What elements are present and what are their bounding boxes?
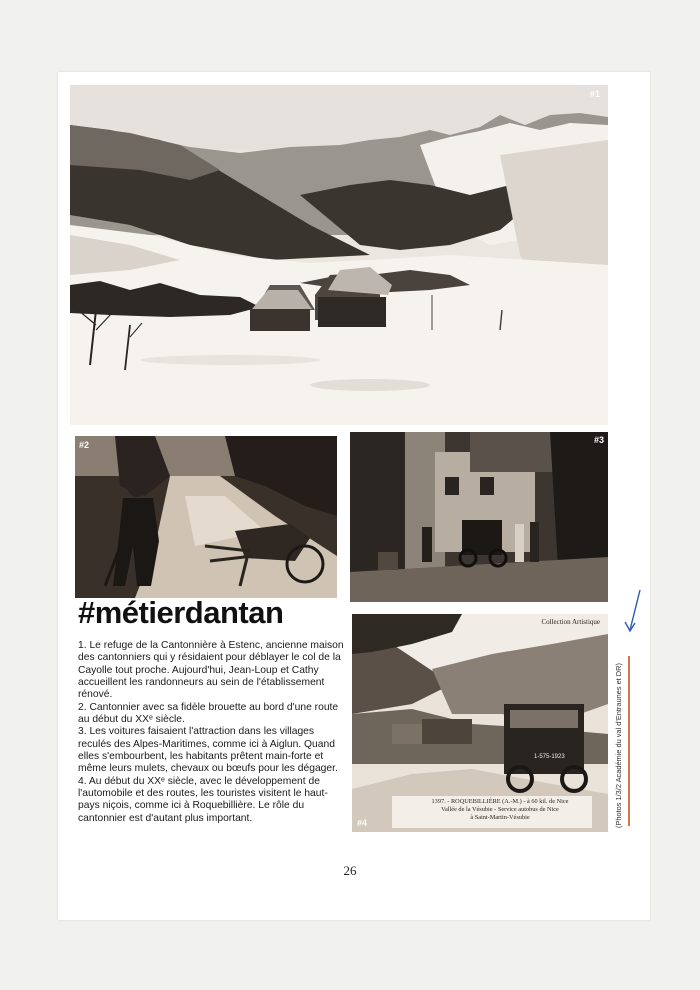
caption-1: 1. Le refuge de la Cantonnière à Estenc, ancienne maison des cantonniers qui y résidaient pour déblayer le col de la Cayolle tout proche. Aujourd'hui, Jean-Loup et Cathy accueillent les randonneurs au sein de l'établissement rénové. [78, 640, 344, 701]
postcard-caption-line2: Vallée de la Vésubie - Service autobus de Nice [441, 806, 559, 813]
photo-cantonnier-brouette [75, 436, 337, 598]
photo-voiture-aiglun [350, 432, 608, 602]
photo-postcard-roquebilliere [352, 614, 608, 832]
postcard-caption-line1: 1397. - ROQUEBILLIÈRE (A.-M.) - à 60 kil. de Nice [431, 798, 569, 805]
headline: #métierdantan [78, 595, 284, 630]
caption-3: 3. Les voitures faisaient l'attraction dans les villages reculés des Alpes-Maritimes, comme ici à Aiglun. Quand elles s'embourbent, les habitants prêtent main-forte et même leurs mulets, chevaux ou bœufs pour les dégager. [78, 726, 338, 775]
postcard-header: Collection Artistique [541, 618, 600, 626]
photo-tag-3: #3 [593, 435, 604, 445]
photo-tag-1: #1 [589, 89, 600, 99]
photo-tag-2: #2 [79, 440, 90, 450]
photo-refuge-cantonniere [70, 85, 608, 425]
postcard-caption-line3: à Saint-Martin-Vésubie [470, 814, 530, 821]
photo-credit: (Photos 1/3/2 Académie du val d'Entraunes et DR) [614, 663, 623, 828]
blue-arrow-icon [620, 588, 646, 636]
caption-2: 2. Cantonnier avec sa fidèle brouette au bord d'une route au début du XXᵉ siècle. [78, 701, 339, 726]
red-rule [628, 656, 630, 826]
caption-4: 4. Au début du XXᵉ siècle, avec le développement de l'automobile et des routes, les touristes visitent le haut-pays niçois, comme ici à Roquebillière. Le rôle du cantonnier est d'autant plus important. [78, 775, 328, 824]
page-number: 26 [343, 863, 357, 878]
postcard-plate: 1-575-1923 [534, 754, 565, 760]
photo-tag-4: #4 [357, 818, 368, 828]
captions-block [78, 640, 348, 825]
postcard-caption [396, 798, 604, 822]
